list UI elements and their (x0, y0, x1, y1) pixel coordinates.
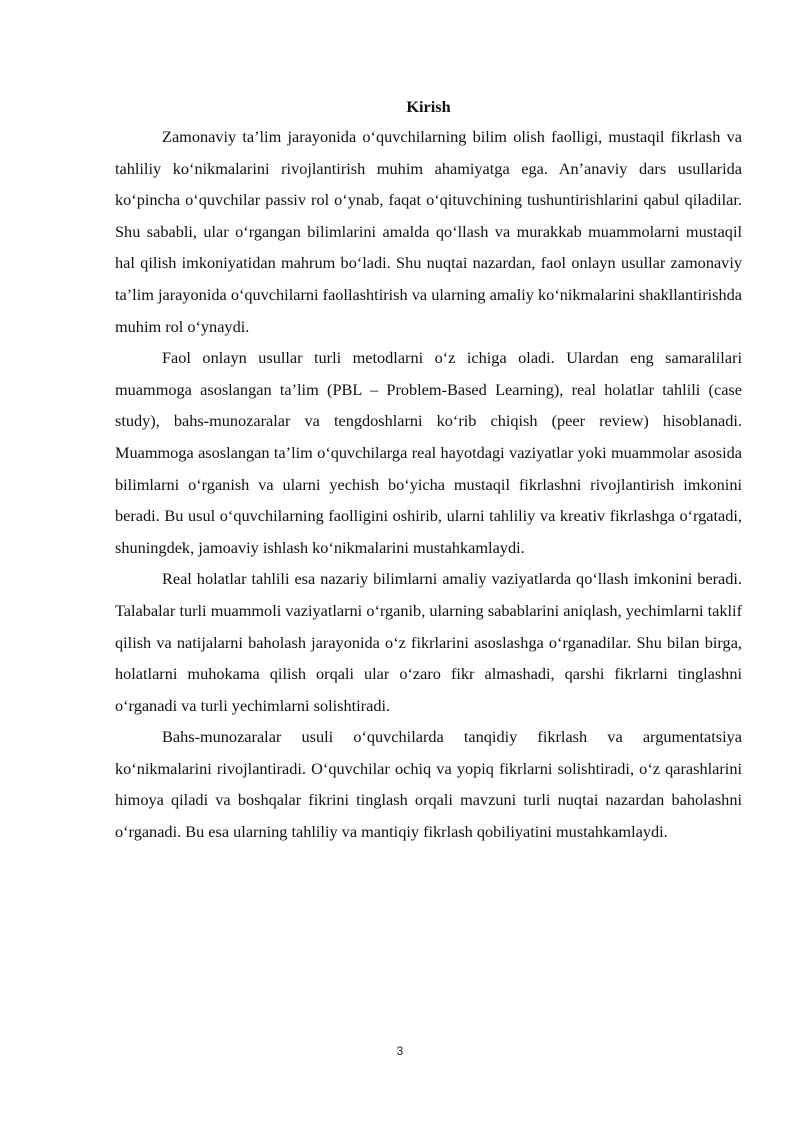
section-title: Kirish (406, 97, 451, 116)
paragraph-case-study: Real holatlar tahlili esa nazariy bilimlarni amaliy vaziyatlarda qo‘llash imkonini beradi. Talabalar turli muammoli vaziyatlarni o‘rganib, ularning sabablarini aniqlash, yechimlarni taklif qilish va natijalarni baholash jarayonida o‘z fikrlarini asoslashga o‘rganadilar. Shu bilan birga, holatlarni muhokama qilish orqali ular o‘zaro fikr almashadi, qarshi fikrlarni tinglashni o‘rganadi va turli yechimlarni solishtiradi. (115, 569, 742, 715)
paragraph-debates: Bahs-munozaralar usuli o‘quvchilarda tanqidiy fikrlash va argumentatsiya ko‘nikmalarini rivojlantiradi. O‘quvchilar ochiq va yopiq fikrlarni solishtiradi, o‘z qarashlarini himoya qiladi va boshqalar fikrini tinglash orqali mavzuni turli nuqtai nazardan baholashni o‘rganadi. Bu esa ularning tahliliy va mantiqiy fikrlash qobiliyatini mustahkamlaydi. (115, 727, 742, 842)
page-number: 3 (396, 1044, 404, 1058)
page-content (115, 92, 742, 848)
paragraph-introduction: Zamonaviy ta’lim jarayonida o‘quvchilarning bilim olish faolligi, mustaqil fikrlash va tahliliy ko‘nikmalarini rivojlantirish muhim ahamiyatga ega. An’anaviy dars usullarida ko‘pincha o‘quvchilar passiv rol o‘ynab, faqat o‘qituvchining tushuntirishlarini qabul qiladilar. Shu sababli, ular o‘rgangan bilimlarini amalda qo‘llash va murakkab muammolarni mustaqil hal qilish imkoniyatidan mahrum bo‘ladi. Shu nuqtai nazardan, faol onlayn usullar zamonaviy ta’lim jarayonida o‘quvchilarni faollashtirish va ularning amaliy ko‘nikmalarini shakllantirishda muhim rol o‘ynaydi. (115, 127, 742, 336)
paragraph-active-methods: Faol onlayn usullar turli metodlarni o‘z ichiga oladi. Ulardan eng samaralilari muammoga asoslangan ta’lim (PBL – Problem-Based Learning), real holatlar tahlili (case study), bahs-munozaralar va tengdoshlarni ko‘rib chiqish (peer review) hisoblanadi. Muammoga asoslangan ta’lim o‘quvchilarga real hayotdagi vaziyatlar yoki muammolar asosida bilimlarni o‘rganish va ularni yechish bo‘yicha mustaqil fikrlashni rivojlantirish imkonini beradi. Bu usul o‘quvchilarning faolligini oshirib, ularni tahliliy va kreativ fikrlashga o‘rgatadi, shuningdek, jamoaviy ishlash ko‘nikmalarini mustahkamlaydi. (115, 348, 742, 557)
